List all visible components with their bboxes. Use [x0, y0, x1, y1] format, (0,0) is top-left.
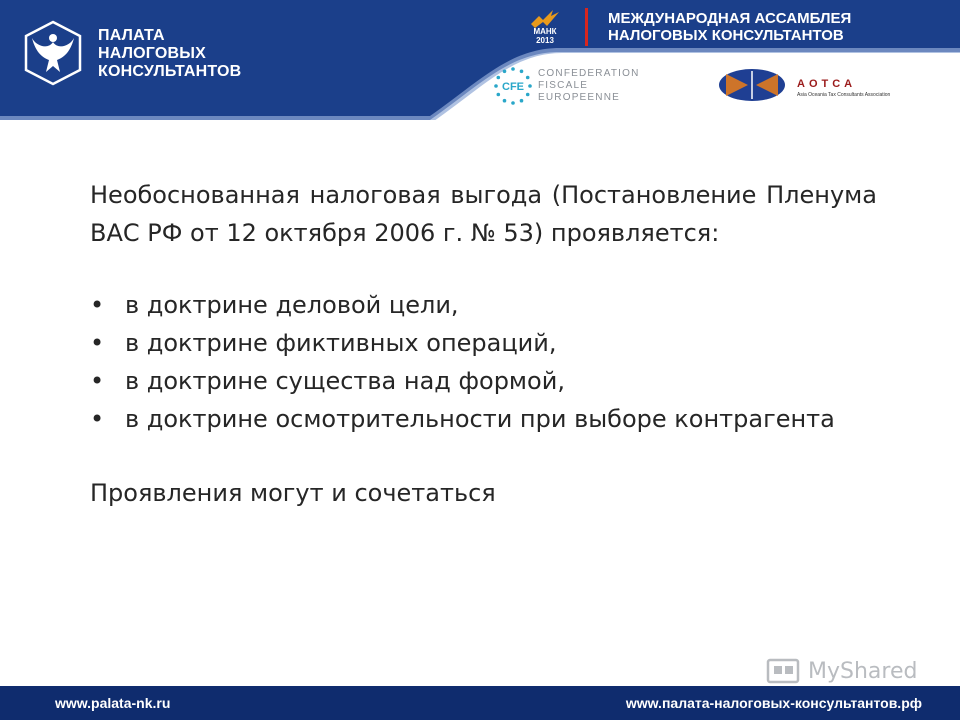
palata-eagle-logo [22, 20, 84, 86]
list-item-text: в доктрине осмотрительности при выборе контрагента [125, 405, 835, 433]
list-item [90, 324, 877, 362]
aotca-title: AOTCA [797, 78, 857, 90]
slide-footer [0, 686, 960, 720]
assembly-title: МЕЖДУНАРОДНАЯ АССАМБЛЕЯ НАЛОГОВЫХ КОНСУЛЬТАНТОВ [608, 10, 852, 44]
bullet-icon: • [90, 329, 105, 357]
manc-2013-label: МАНК 2013 [533, 27, 557, 45]
cfe-badge-text: CFE [502, 81, 524, 93]
list-item-text: в доктрине фиктивных операций, [125, 329, 557, 357]
aotca-logo-icon [718, 68, 786, 102]
intro-paragraph: Необоснованная налоговая выгода (Постановление Пленума ВАС РФ от 12 октября 2006 г. № 53) проявляется: [90, 181, 877, 247]
footer-url-right[interactable]: www.палата-налоговых-консультантов.рф [625, 695, 922, 711]
org-name: ПАЛАТА НАЛОГОВЫХ КОНСУЛЬТАНТОВ [98, 27, 242, 80]
header-divider [585, 8, 588, 46]
list-item [90, 362, 877, 400]
aotca-subtitle: Asia Oceania Tax Consultants Association [797, 92, 891, 98]
doctrine-list [90, 286, 877, 438]
bullet-icon: • [90, 291, 105, 319]
list-item [90, 286, 877, 324]
bullet-icon: • [90, 367, 105, 395]
footer-url-left[interactable]: www.palata-nk.ru [55, 695, 171, 711]
slide-header [0, 0, 960, 120]
myshared-watermark-text: MyShared [808, 659, 918, 684]
cfe-name: CONFEDERATION FISCALE EUROPEENNE [538, 68, 640, 103]
list-item-text: в доктрине существа над формой, [125, 367, 565, 395]
list-item [90, 400, 877, 438]
cfe-stars-logo [493, 66, 533, 106]
slide-body [90, 176, 877, 512]
bullet-icon: • [90, 405, 105, 433]
list-item-text: в доктрине деловой цели, [125, 291, 459, 319]
closing-paragraph: Проявления могут и сочетаться [90, 479, 496, 507]
